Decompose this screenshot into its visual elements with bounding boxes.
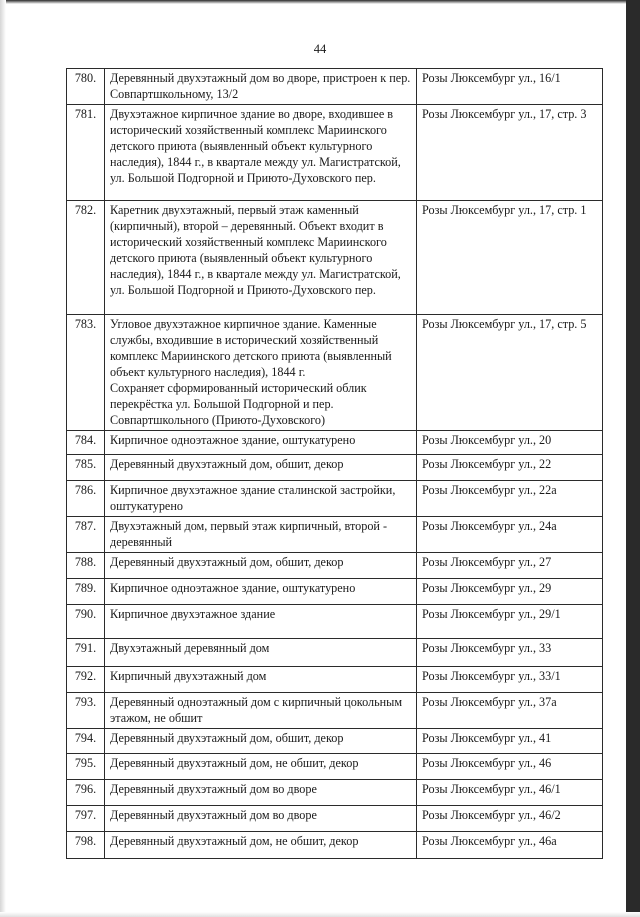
entry-number: 786. [67, 481, 105, 517]
registry-table-body [67, 69, 603, 859]
entry-description: Деревянный двухэтажный дом, обшит, декор [105, 553, 417, 579]
entry-number: 795. [67, 754, 105, 780]
entry-address: Розы Люксембург ул., 17, стр. 1 [417, 201, 603, 315]
entry-description: Деревянный одноэтажный дом с кирпичный цокольным этажом, не обшит [105, 693, 417, 729]
entry-number: 796. [67, 780, 105, 806]
entry-description: Кирпичный двухэтажный дом [105, 667, 417, 693]
table-row [67, 729, 603, 754]
entry-description: Кирпичное одноэтажное здание, оштукатурено [105, 431, 417, 455]
entry-address: Розы Люксембург ул., 17, стр. 3 [417, 105, 603, 201]
table-row [67, 806, 603, 832]
entry-description: Двухэтажное кирпичное здание во дворе, входившее в исторический хозяйственный комплекс Мариинского детского приюта (выявленный объект культурного наследия), 1844 г., в квартале между ул. Магистратской, ул. Большой Подгорной и Приюто-Духовского пер. [105, 105, 417, 201]
entry-description: Деревянный двухэтажный дом во дворе [105, 806, 417, 832]
entry-number: 784. [67, 431, 105, 455]
table-row [67, 605, 603, 639]
entry-description: Деревянный двухэтажный дом, обшит, декор [105, 729, 417, 754]
table-row [67, 481, 603, 517]
table-row [67, 754, 603, 780]
table-row [67, 517, 603, 553]
entry-address: Розы Люксембург ул., 17, стр. 5 [417, 315, 603, 431]
scan-edge-top [0, 0, 640, 4]
entry-description: Кирпичное двухэтажное здание сталинской застройки, оштукатурено [105, 481, 417, 517]
entry-number: 793. [67, 693, 105, 729]
entry-number: 783. [67, 315, 105, 431]
entry-address: Розы Люксембург ул., 46/1 [417, 780, 603, 806]
table-row [67, 832, 603, 859]
entry-address: Розы Люксембург ул., 20 [417, 431, 603, 455]
scan-edge-bottom [0, 912, 640, 917]
entry-number: 791. [67, 639, 105, 667]
table-row [67, 69, 603, 105]
entry-address: Розы Люксембург ул., 27 [417, 553, 603, 579]
entry-address: Розы Люксембург ул., 46/2 [417, 806, 603, 832]
table-row [67, 780, 603, 806]
entry-number: 794. [67, 729, 105, 754]
entry-number: 787. [67, 517, 105, 553]
table-row [67, 579, 603, 605]
entry-address: Розы Люксембург ул., 33 [417, 639, 603, 667]
page-number: 44 [313, 42, 327, 56]
entry-number: 782. [67, 201, 105, 315]
entry-description: Деревянный двухэтажный дом во дворе [105, 780, 417, 806]
table-row [67, 455, 603, 481]
table-row [67, 201, 603, 315]
table-row [67, 553, 603, 579]
entry-address: Розы Люксембург ул., 22а [417, 481, 603, 517]
entry-number: 797. [67, 806, 105, 832]
entry-number: 798. [67, 832, 105, 859]
entry-description: Каретник двухэтажный, первый этаж каменный (кирпичный), второй – деревянный. Объект входит в исторический хозяйственный комплекс Мариинского детского приюта (выявленный объект культурного наследия), 1844 г., в квартале между ул. Магистратской, ул. Большой Подгорной и Приюто-Духовского пер. [105, 201, 417, 315]
entry-address: Розы Люксембург ул., 37а [417, 693, 603, 729]
table-row [67, 431, 603, 455]
entry-description: Деревянный двухэтажный дом во дворе, пристроен к пер. Совпартшкольному, 13/2 [105, 69, 417, 105]
entry-number: 780. [67, 69, 105, 105]
entry-description: Двухэтажный дом, первый этаж кирпичный, второй - деревянный [105, 517, 417, 553]
entry-description: Угловое двухэтажное кирпичное здание. Каменные службы, входившие в исторический хозяйственный комплекс Мариинского детского приюта (выявленный объект культурного наследия), 1844 г. Сохраняет сформированный исторический облик перекрёстка ул. Большой Подгорной и пер. Совпартшкольного (Приюто-Духовского) [105, 315, 417, 431]
entry-address: Розы Люксембург ул., 33/1 [417, 667, 603, 693]
entry-description: Деревянный двухэтажный дом, обшит, декор [105, 455, 417, 481]
entry-number: 789. [67, 579, 105, 605]
entry-address: Розы Люксембург ул., 29 [417, 579, 603, 605]
scan-edge-left [0, 0, 6, 917]
table-row [67, 639, 603, 667]
entry-description: Двухэтажный деревянный дом [105, 639, 417, 667]
entry-address: Розы Люксембург ул., 41 [417, 729, 603, 754]
entry-number: 781. [67, 105, 105, 201]
entry-address: Розы Люксембург ул., 24а [417, 517, 603, 553]
entry-number: 788. [67, 553, 105, 579]
entry-address: Розы Люксембург ул., 16/1 [417, 69, 603, 105]
entry-description: Деревянный двухэтажный дом, не обшит, декор [105, 754, 417, 780]
entry-description: Деревянный двухэтажный дом, не обшит, декор [105, 832, 417, 859]
heritage-registry-table [66, 68, 603, 859]
entry-number: 785. [67, 455, 105, 481]
entry-description: Кирпичное одноэтажное здание, оштукатурено [105, 579, 417, 605]
table-row [67, 105, 603, 201]
entry-address: Розы Люксембург ул., 29/1 [417, 605, 603, 639]
scan-edge-right [626, 0, 640, 917]
table-row [67, 693, 603, 729]
entry-number: 790. [67, 605, 105, 639]
entry-address: Розы Люксембург ул., 46а [417, 832, 603, 859]
entry-address: Розы Люксембург ул., 46 [417, 754, 603, 780]
table-row [67, 315, 603, 431]
entry-description: Кирпичное двухэтажное здание [105, 605, 417, 639]
entry-address: Розы Люксембург ул., 22 [417, 455, 603, 481]
entry-number: 792. [67, 667, 105, 693]
table-row [67, 667, 603, 693]
